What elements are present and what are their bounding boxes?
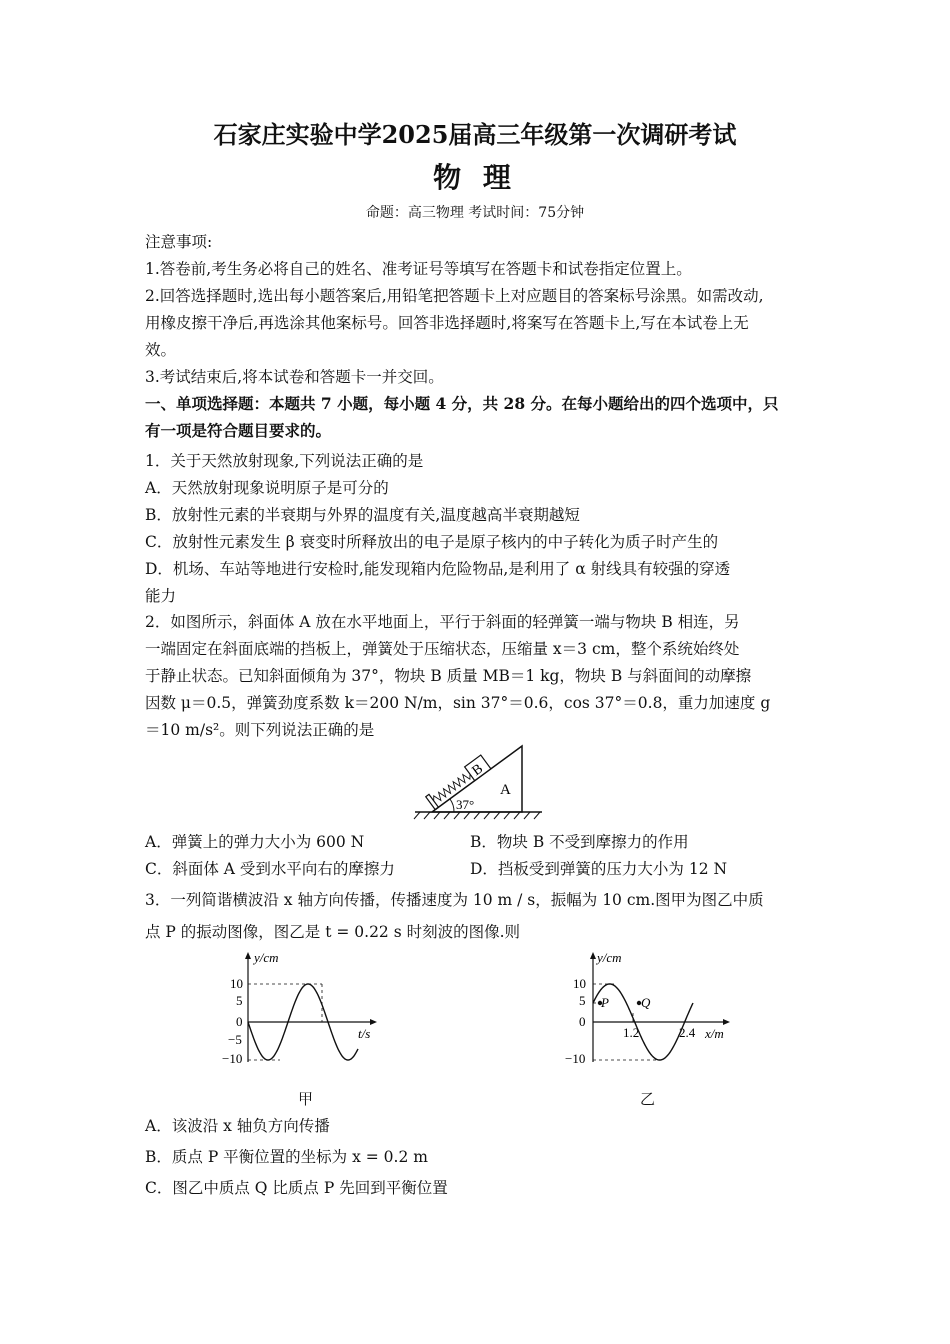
graph2-tick-5: 5 (579, 993, 586, 1008)
notice-item-2: 2.回答选择题时,选出每小题答案后,用铅笔把答题卡上对应题目的答案标号涂黑。如需改动, (145, 287, 764, 305)
graph2-q-label: Q (641, 995, 651, 1010)
q2-option-c: C．斜面体 A 受到水平向右的摩擦力 (145, 860, 395, 878)
incline-diagram (410, 742, 545, 822)
graph2-caption: 乙 (640, 1090, 656, 1108)
q3-option-c: C．图乙中质点 Q 比质点 P 先回到平衡位置 (145, 1179, 448, 1197)
graph1-tick-10: 10 (230, 976, 243, 991)
graph2-xlabel: x/m (705, 1026, 724, 1041)
q3-stem-1: 3．一列简谐横波沿 x 轴方向传播，传播速度为 10 m / s，振幅为 10 cm.图甲为图乙中质 (145, 891, 764, 909)
graph2-xtick-1: 1.2 (623, 1025, 640, 1040)
section-heading: 一、单项选择题：本题共 7 小题，每小题 4 分，共 28 分。在每小题给出的四个选项中，只 (145, 394, 779, 413)
graph1-xlabel: t/s (358, 1026, 371, 1041)
notice-item-2-end: 效。 (145, 341, 177, 359)
incline-a-label: A (500, 782, 511, 798)
q2-stem-2: 一端固定在斜面底端的挡板上，弹簧处于压缩状态，压缩量 x＝3 cm，整个系统始终处 (145, 640, 740, 658)
q1-option-b: B．放射性元素的半衰期与外界的温度有关,温度越高半衰期越短 (145, 506, 580, 524)
vibration-graph (212, 950, 382, 1070)
q3-option-b: B．质点 P 平衡位置的坐标为 x = 0.2 m (145, 1148, 428, 1166)
graph1-ylabel: y/cm (254, 950, 279, 965)
angle-label: 37° (456, 797, 475, 812)
graph2-ylabel: y/cm (597, 950, 622, 965)
notice-item-3: 3.考试结束后,将本试卷和答题卡一并交回。 (145, 368, 444, 386)
q1-option-d: D．机场、车站等地进行安检时,能发现箱内危险物品,是利用了 α 射线具有较强的穿透 (145, 560, 731, 578)
block-b-label: B (469, 761, 487, 780)
q3-stem-2: 点 P 的振动图像，图乙是 t = 0.22 s 时刻波的图像.则 (145, 923, 521, 941)
notice-heading: 注意事项: (145, 233, 213, 251)
exam-meta: 命题：高三物理 考试时间：75分钟 (365, 205, 585, 221)
q3-option-a: A．该波沿 x 轴负方向传播 (145, 1117, 330, 1135)
subject-title: 物 理 (433, 161, 517, 194)
section-heading-cont: 有一项是符合题目要求的。 (145, 421, 332, 440)
graph2-p-label: P (601, 995, 609, 1010)
graph1-tick-neg10: −10 (222, 1051, 243, 1066)
graph1-tick-neg5: −5 (228, 1032, 242, 1047)
graph1-caption: 甲 (298, 1090, 314, 1108)
graph1-tick-0: 0 (236, 1014, 243, 1029)
graph2-tick-10: 10 (573, 976, 586, 991)
q2-option-d: D．挡板受到弹簧的压力大小为 12 N (470, 860, 728, 878)
graph2-tick-neg10: −10 (565, 1051, 586, 1066)
q2-stem-3: 于静止状态。已知斜面倾角为 37°，物块 B 质量 MB＝1 kg，物块 B 与斜面间的动摩擦 (145, 667, 752, 685)
wave-graph (565, 950, 735, 1070)
graph1-tick-5: 5 (236, 993, 243, 1008)
q1-option-d-cont: 能力 (145, 587, 177, 605)
q2-stem-4: 因数 μ＝0.5，弹簧劲度系数 k＝200 N/m，sin 37°＝0.6，cos 37°＝0.8，重力加速度 g (145, 694, 771, 712)
graph2-xtick-2: 2.4 (679, 1025, 696, 1040)
exam-title: 石家庄实验中学2025届高三年级第一次调研考试 (213, 120, 737, 149)
notice-item-2-cont: 用橡皮擦干净后,再选涂其他案标号。回答非选择题时,将案写在答题卡上,写在本试卷上无 (145, 314, 749, 332)
q2-stem-5: ＝10 m/s²。则下列说法正确的是 (145, 721, 375, 739)
notice-item-1: 1.答卷前,考生务必将自己的姓名、准考证号等填写在答题卡和试卷指定位置上。 (145, 260, 692, 278)
q1-option-c: C．放射性元素发生 β 衰变时所释放出的电子是原子核内的中子转化为质子时产生的 (145, 533, 719, 551)
graph2-tick-0: 0 (579, 1014, 586, 1029)
q1-stem: 1．关于天然放射现象,下列说法正确的是 (145, 452, 424, 470)
q2-option-a: A．弹簧上的弹力大小为 600 N (145, 833, 365, 851)
q1-option-a: A．天然放射现象说明原子是可分的 (145, 479, 389, 497)
q2-option-b: B．物块 B 不受到摩擦力的作用 (470, 833, 689, 851)
q2-stem-1: 2．如图所示，斜面体 A 放在水平地面上，平行于斜面的轻弹簧一端与物块 B 相连，另 (145, 613, 740, 631)
